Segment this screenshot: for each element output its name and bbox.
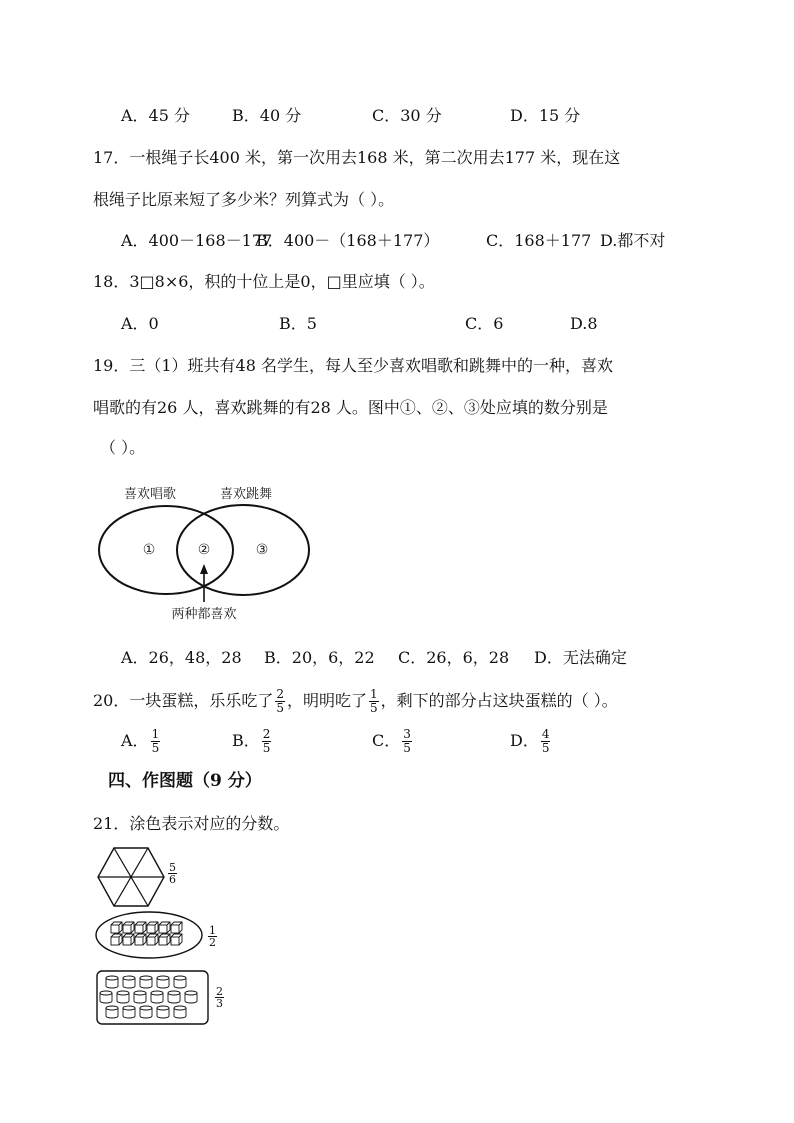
- cylinder-icon: [174, 976, 186, 988]
- cube-icon: [147, 922, 158, 933]
- cylinder-icon: [134, 991, 146, 1003]
- q20-option-c: C． $\frac{3}{5}$: [372, 727, 411, 755]
- q16-option-b: B．40 分: [232, 106, 302, 125]
- q17-option-b: B．400－（168＋177）: [256, 231, 440, 250]
- venn-arrow-head: [200, 564, 208, 574]
- cube-icon: [111, 934, 122, 945]
- cylinder-icon: [140, 1006, 152, 1018]
- q17-option-d: D.都不对: [600, 231, 666, 250]
- hexagon-fraction: $\frac{5}{6}$: [169, 861, 176, 886]
- q16-option-d: D．15 分: [510, 106, 581, 125]
- q20-part2: ，明明吃了: [287, 691, 368, 710]
- q17-option-a: A．400－168－177: [121, 231, 273, 250]
- q20-option-d: D． $\frac{4}{5}$: [510, 727, 550, 755]
- venn-diagram: [90, 478, 330, 628]
- cube-icon: [135, 934, 146, 945]
- hexagon-figure: [96, 846, 166, 908]
- cylinder-icon: [157, 976, 169, 988]
- venn-region-1: ①: [142, 542, 156, 558]
- cube-icon: [123, 922, 134, 933]
- cube-icon: [111, 922, 122, 933]
- q18-option-c: C．6: [465, 314, 504, 333]
- q20-text: [93, 688, 618, 715]
- q17-option-c: C．168＋177: [486, 231, 592, 250]
- q20-option-b: B． $\frac{2}{5}$: [232, 727, 271, 755]
- cylinder-icon: [174, 1006, 186, 1018]
- q20-fraction-1: $\frac{2}{5}$: [276, 687, 285, 715]
- q17-line1: 17．一根绳子长400 米，第一次用去168 米，第二次用去177 米，现在这: [93, 148, 621, 167]
- cylinders-figure: [96, 970, 210, 1026]
- q19-line2: 唱歌的有26 人，喜欢跳舞的有28 人。图中①、②、③处应填的数分别是: [93, 398, 608, 417]
- q16-option-a: A．45 分: [121, 106, 191, 125]
- q20-option-a: A． $\frac{1}{5}$: [121, 727, 160, 755]
- q18-option-b: B．5: [279, 314, 317, 333]
- cylinder-icon: [140, 976, 152, 988]
- venn-right-label: 喜欢跳舞: [219, 487, 273, 502]
- cylinder-icon: [106, 1006, 118, 1018]
- cubes-fraction: $\frac{1}{2}$: [209, 924, 216, 949]
- q20-fraction-2: $\frac{1}{5}$: [370, 687, 378, 715]
- cylinder-icon: [157, 1006, 169, 1018]
- cube-icon: [135, 922, 146, 933]
- cube-icon: [171, 934, 182, 945]
- cube-icon: [147, 934, 158, 945]
- q17-line2: 根绳子比原来短了多少米？列算式为（ ）。: [93, 190, 395, 209]
- section-title: 四、作图题（9 分）: [108, 771, 262, 791]
- q19-option-d: D．无法确定: [534, 648, 627, 667]
- cubes-figure: [94, 910, 206, 962]
- venn-region-2: ②: [197, 542, 211, 558]
- q18-option-a: A．0: [121, 314, 159, 333]
- cube-icon: [159, 922, 170, 933]
- q19-line1: 19．三（1）班共有48 名学生，每人至少喜欢唱歌和跳舞中的一种，喜欢: [93, 356, 613, 375]
- cube-icon: [123, 934, 134, 945]
- q19-option-b: B．20，6，22: [264, 648, 375, 667]
- cylinder-icon: [123, 976, 135, 988]
- cylinder-icon: [168, 991, 180, 1003]
- cylinders-fraction: $\frac{2}{3}$: [216, 985, 223, 1010]
- q21-text: 21．涂色表示对应的分数。: [93, 814, 290, 833]
- venn-left-label: 喜欢唱歌: [123, 487, 177, 502]
- venn-arrow-label: 两种都喜欢: [171, 607, 237, 622]
- q18-option-d: D.8: [570, 314, 598, 333]
- q19-line3: （ ）。: [100, 438, 146, 457]
- cube-icon: [171, 922, 182, 933]
- venn-circle-left: [99, 506, 233, 594]
- q20-part3: ，剩下的部分占这块蛋糕的（ ）。: [380, 691, 618, 710]
- cylinder-icon: [185, 991, 197, 1003]
- cylinder-icon: [123, 1006, 135, 1018]
- q19-option-c: C．26，6，28: [398, 648, 510, 667]
- cylinder-icon: [106, 976, 118, 988]
- q16-option-c: C．30 分: [372, 106, 442, 125]
- cylinder-icon: [117, 991, 129, 1003]
- q18-text: 18．3□8×6，积的十位上是0，□里应填（ ）。: [93, 272, 435, 291]
- cylinder-icon: [151, 991, 163, 1003]
- venn-region-3: ③: [255, 542, 269, 558]
- q19-option-a: A．26，48，28: [121, 648, 242, 667]
- q20-part1: 20．一块蛋糕，乐乐吃了: [93, 691, 274, 710]
- cube-icon: [159, 934, 170, 945]
- cylinder-icon: [100, 991, 112, 1003]
